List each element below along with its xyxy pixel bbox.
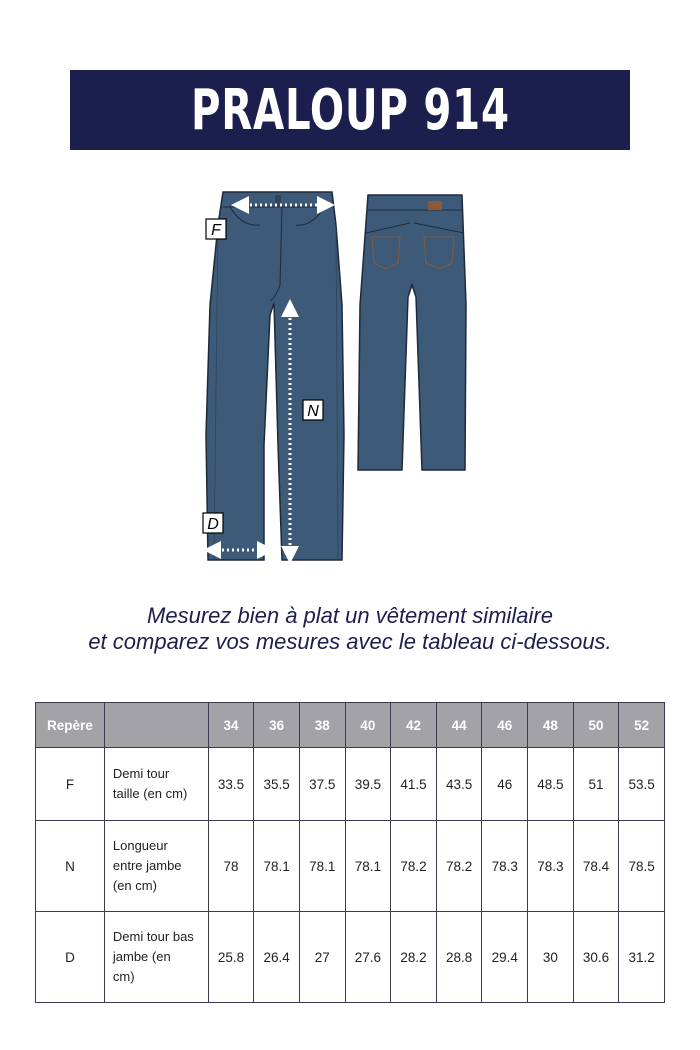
row-description: [104, 912, 208, 1003]
header-size: 44: [436, 703, 482, 748]
table-cell: 39.5: [345, 748, 391, 821]
marker-d: [203, 513, 223, 533]
row-description: [104, 748, 208, 821]
table-cell: 78.3: [528, 821, 574, 912]
table-row: [36, 821, 665, 912]
marker-n-label: N: [307, 403, 319, 420]
header-size: 34: [208, 703, 254, 748]
title-banner: [70, 70, 630, 150]
marker-f: [206, 219, 226, 239]
table-cell: 78.4: [573, 821, 619, 912]
row-description-line: Demi tour bas: [112, 929, 194, 944]
row-marker: N: [36, 821, 105, 912]
table-cell: 46: [482, 748, 528, 821]
back-label-patch: [428, 201, 442, 210]
measuring-instructions: [0, 603, 700, 655]
table-cell: 78.1: [345, 821, 391, 912]
row-description: [104, 821, 208, 912]
table-cell: 28.8: [436, 912, 482, 1003]
table-row: [36, 748, 665, 821]
header-size: 38: [299, 703, 345, 748]
table-cell: 27.6: [345, 912, 391, 1003]
header-size: 36: [254, 703, 300, 748]
table-header-row: [36, 703, 665, 748]
table-cell: 78.5: [619, 821, 665, 912]
table-cell: 78.2: [391, 821, 437, 912]
jeans-front-view: [206, 192, 344, 560]
table-cell: 78: [208, 821, 254, 912]
table-row: [36, 912, 665, 1003]
jeans-measurement-illustration: [190, 185, 480, 570]
table-cell: 33.5: [208, 748, 254, 821]
table-cell: 27: [299, 912, 345, 1003]
table-cell: 31.2: [619, 912, 665, 1003]
header-size: 52: [619, 703, 665, 748]
row-description-line: Demi tour: [112, 766, 170, 781]
row-marker: F: [36, 748, 105, 821]
row-description-line: Longueur: [112, 838, 168, 853]
header-size: 40: [345, 703, 391, 748]
header-size: 42: [391, 703, 437, 748]
table-cell: 41.5: [391, 748, 437, 821]
table-cell: 51: [573, 748, 619, 821]
table-cell: 30.6: [573, 912, 619, 1003]
header-description: [104, 703, 208, 748]
row-marker: D: [36, 912, 105, 1003]
row-description-line: jambe (en: [112, 949, 171, 964]
table-cell: 53.5: [619, 748, 665, 821]
header-size: 48: [528, 703, 574, 748]
table-cell: 78.1: [254, 821, 300, 912]
jeans-back-view: [358, 195, 466, 470]
size-table: [35, 702, 665, 1003]
table-cell: 78.1: [299, 821, 345, 912]
table-cell: 26.4: [254, 912, 300, 1003]
table-cell: 43.5: [436, 748, 482, 821]
page-title: PRALOUP 914: [190, 77, 510, 143]
header-marker: Repère: [36, 703, 105, 748]
table-cell: 30: [528, 912, 574, 1003]
table-cell: 78.3: [482, 821, 528, 912]
table-cell: 25.8: [208, 912, 254, 1003]
row-description-line: taille (en cm): [112, 786, 188, 801]
table-cell: 29.4: [482, 912, 528, 1003]
marker-f-label: F: [211, 222, 221, 239]
instructions-line-2: et comparez vos mesures avec le tableau ci-dessous.: [88, 629, 612, 654]
table-cell: 35.5: [254, 748, 300, 821]
instructions-line-1: Mesurez bien à plat un vêtement similaire: [147, 603, 553, 628]
row-description-line: entre jambe: [112, 858, 182, 873]
table-cell: 78.2: [436, 821, 482, 912]
header-size: 46: [482, 703, 528, 748]
row-description-line: cm): [112, 969, 135, 984]
table-cell: 28.2: [391, 912, 437, 1003]
marker-n: [303, 400, 323, 420]
marker-d-label: D: [207, 516, 219, 533]
row-description-line: (en cm): [112, 878, 157, 893]
table-cell: 48.5: [528, 748, 574, 821]
table-cell: 37.5: [299, 748, 345, 821]
header-size: 50: [573, 703, 619, 748]
